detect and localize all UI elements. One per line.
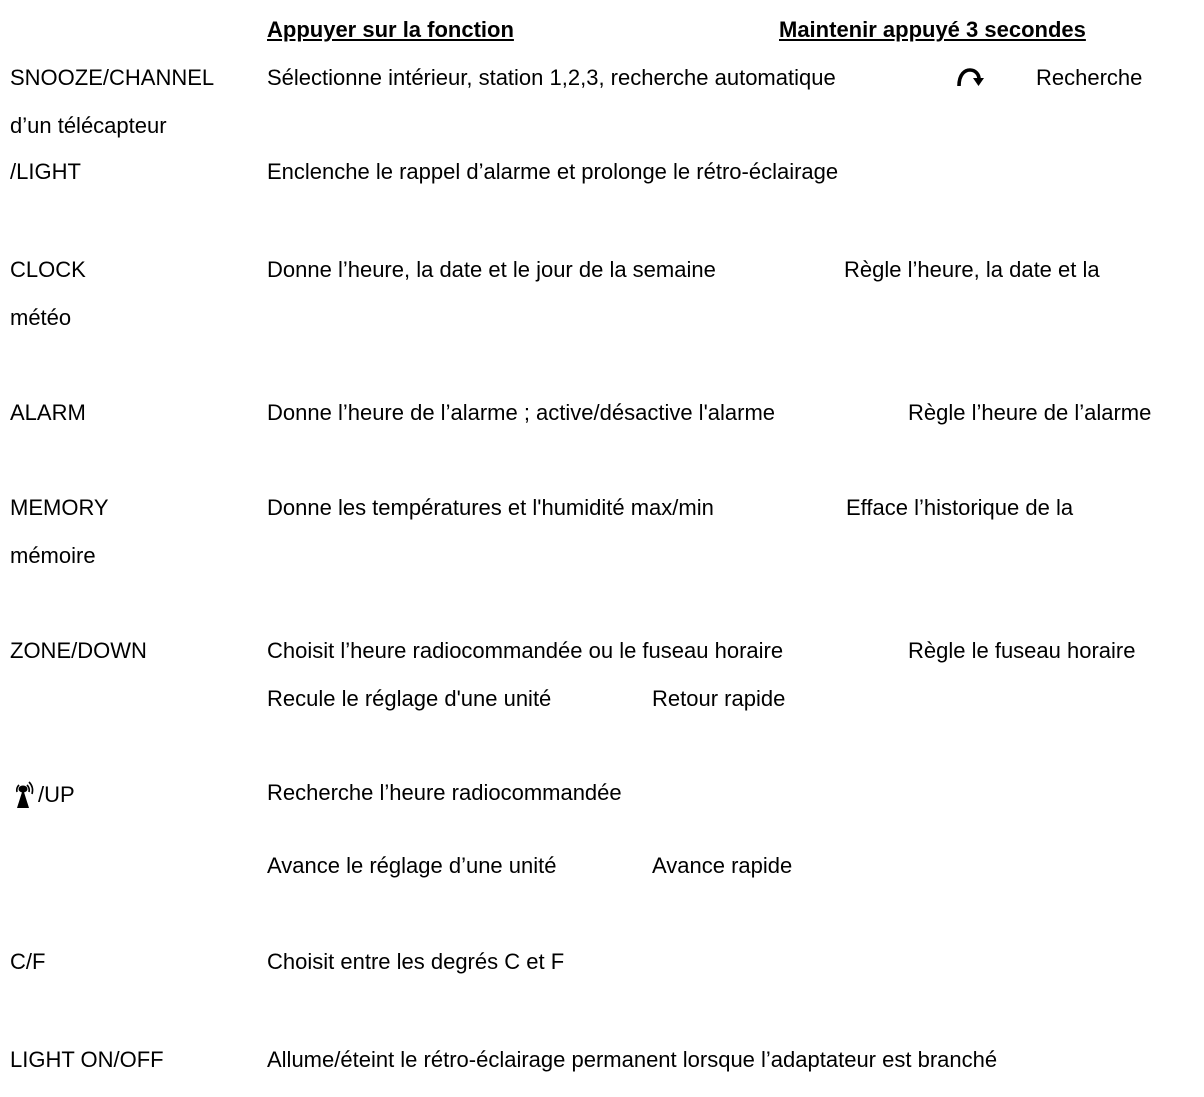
press-zone-down-2: Recule le réglage d'une unité	[267, 686, 552, 711]
radio-antenna-icon	[10, 780, 38, 810]
header-hold: Maintenir appuyé 3 secondes	[779, 17, 1086, 42]
key-light: /LIGHT	[10, 159, 81, 184]
header-press: Appuyer sur la fonction	[267, 17, 514, 42]
key-clock: CLOCK	[10, 257, 86, 282]
key-zone-down: ZONE/DOWN	[10, 638, 147, 663]
key-memory: MEMORY	[10, 495, 109, 520]
key-snooze-channel-wrap: d’un télécapteur	[10, 113, 167, 138]
press-light: Enclenche le rappel d’alarme et prolonge le rétro-éclairage	[267, 159, 839, 184]
key-memory-wrap: mémoire	[10, 543, 96, 568]
key-snooze-channel: SNOOZE/CHANNEL	[10, 65, 215, 90]
hold-zone-down: Règle le fuseau horaire	[908, 638, 1136, 663]
rotate-arrow-icon	[956, 68, 984, 88]
press-up: Recherche l’heure radiocommandée	[267, 780, 622, 805]
press-clock: Donne l’heure, la date et le jour de la semaine	[267, 257, 716, 282]
press-cf: Choisit entre les degrés C et F	[267, 949, 565, 974]
hold-alarm: Règle l’heure de l’alarme	[908, 400, 1152, 425]
key-clock-wrap: météo	[10, 305, 72, 330]
key-light-on-off: LIGHT ON/OFF	[10, 1047, 164, 1072]
press-up-2: Avance le réglage d’une unité	[267, 853, 557, 878]
key-cf: C/F	[10, 949, 46, 974]
hold-up-2: Avance rapide	[652, 853, 793, 878]
press-zone-down: Choisit l’heure radiocommandée ou le fuseau horaire	[267, 638, 784, 663]
press-light-on-off: Allume/éteint le rétro-éclairage permanent lorsque l’adaptateur est branché	[267, 1047, 998, 1072]
press-memory: Donne les températures et l'humidité max/min	[267, 495, 714, 520]
hold-zone-down-2: Retour rapide	[652, 686, 786, 711]
hold-memory: Efface l’historique de la	[846, 495, 1074, 520]
key-alarm: ALARM	[10, 400, 86, 425]
key-up: /UP	[38, 782, 75, 807]
hold-clock: Règle l’heure, la date et la	[844, 257, 1100, 282]
press-alarm: Donne l’heure de l’alarme ; active/désactive l'alarme	[267, 400, 776, 425]
hold-snooze-channel: Recherche	[1036, 65, 1143, 90]
press-snooze-channel: Sélectionne intérieur, station 1,2,3, recherche automatique	[267, 65, 836, 90]
